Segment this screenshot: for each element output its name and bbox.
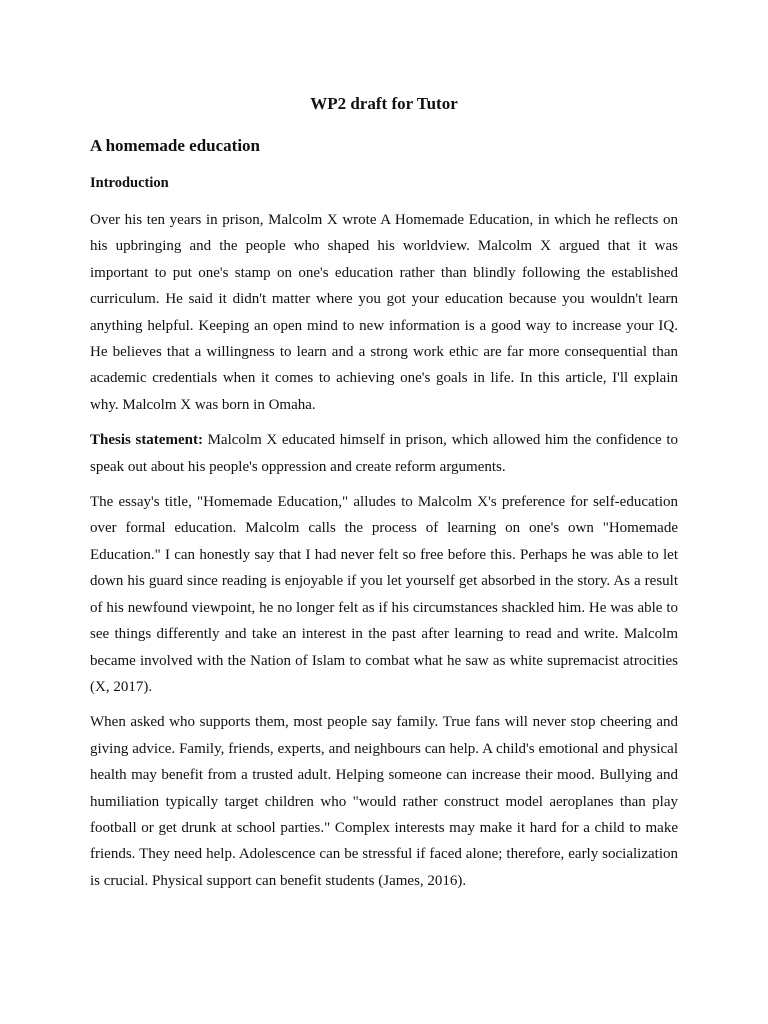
paragraph-support: When asked who supports them, most people say family. True fans will never stop cheering and giving advice. Family, friends, experts, and neighbours can help. A child's emotional and physical health may benefit from a trusted adult. Helping someone can increase their mood. Bullying and humiliation typically target children who "would rather construct model aeroplanes than play football or get drunk at school parties." Complex interests may make it hard for a child to make friends. They need help. Adolescence can be stressful if faced alone; therefore, early socialization is crucial. Physical support can benefit students (James, 2016). xyxy=(90,714,678,889)
thesis-label: Thesis statement: xyxy=(90,432,203,449)
paragraph-introduction: Over his ten years in prison, Malcolm X wrote A Homemade Education, in which he reflects on his upbringing and the people who shaped his worldview. Malcolm X argued that it was important to put one's stamp on one's education rather than blindly following the established curriculum. He said it didn't matter where you got your education because you wouldn't learn anything helpful. Keeping an open mind to new information is a good way to increase your IQ. He believes that a willingness to learn and a strong work ethic are far more consequential than academic credentials when it comes to achieving one's goals in life. In this article, I'll explain why. Malcolm X was born in Omaha. xyxy=(90,212,678,413)
section-heading-introduction: Introduction xyxy=(90,175,169,191)
essay-heading: A homemade education xyxy=(90,136,260,155)
document-page xyxy=(90,92,678,903)
paragraph-thesis xyxy=(90,427,678,480)
thesis-text: Malcolm X educated himself in prison, which allowed him the confidence to speak out about his people's oppression and create reform arguments. xyxy=(90,432,678,475)
paragraph-title-analysis: The essay's title, "Homemade Education," alludes to Malcolm X's preference for self-education over formal education. Malcolm calls the process of learning on one's own "Homemade Education." I can honestly say that I had never felt so free before this. Perhaps he was able to let down his guard since reading is enjoyable if you let yourself get absorbed in the story. As a result of his newfound viewpoint, he no longer felt as if his circumstances shackled him. He was able to see things differently and take an interest in the past after learning to read and write. Malcolm became involved with the Nation of Islam to combat what he saw as white supremacist atrocities (X, 2017). xyxy=(90,494,678,695)
document-title: WP2 draft for Tutor xyxy=(310,94,458,113)
